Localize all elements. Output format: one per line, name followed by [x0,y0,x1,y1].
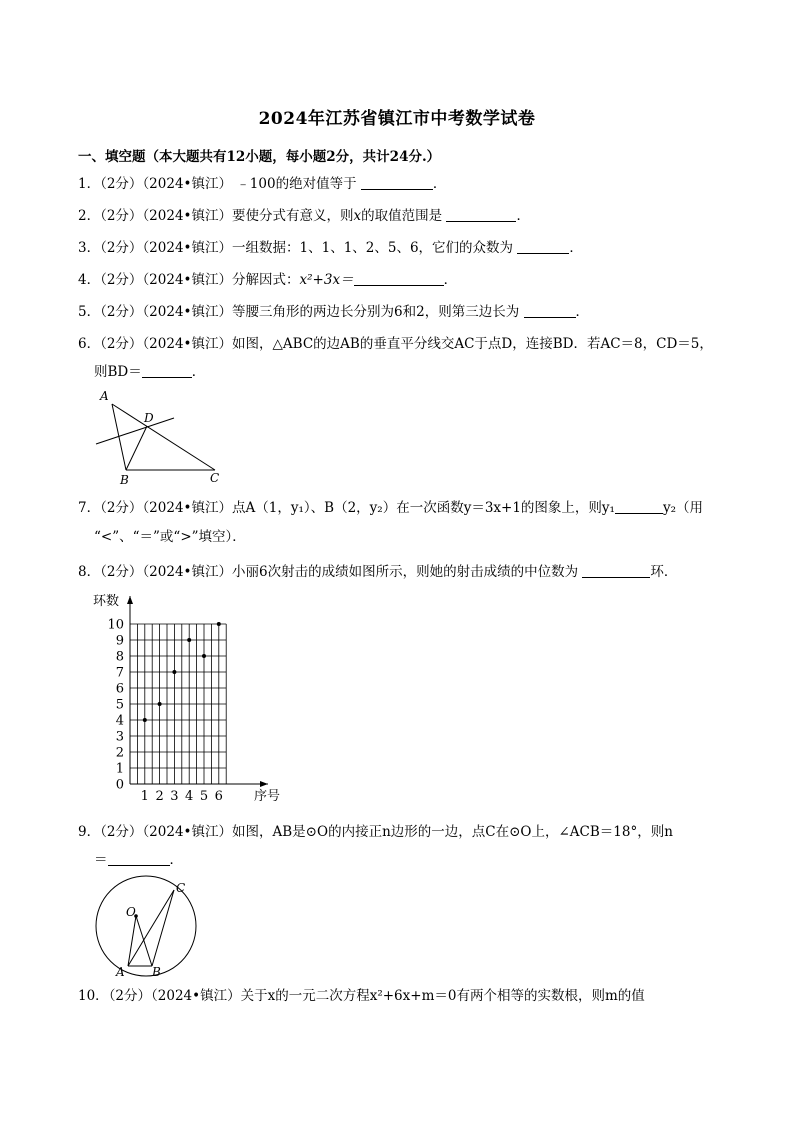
answer-blank[interactable] [108,851,170,866]
question-number: 1． [78,176,101,192]
question-score: （2分） [100,208,143,224]
section-heading: 一、填空题（本大题共有12小题，每小题2分，共计24分.） [78,149,441,165]
question-5 [78,302,589,322]
data-point [187,638,191,642]
question-score: （2分） [100,272,143,288]
question-end: ． [443,272,458,288]
question-number: 3． [78,240,101,256]
question-end: ． [432,176,447,192]
x-tick-label: 1 [140,789,149,804]
question-text: 等腰三角形的两边长分别为6和2，则第三边长为 [232,304,520,320]
answer-blank[interactable] [615,499,663,514]
question-source: （2024•镇江） [142,272,233,288]
question-6-line-2 [94,362,205,382]
y-tick-label: 7 [115,665,124,681]
question-source: （2024•镇江） [142,240,233,256]
question-end: ． [569,240,583,256]
x-tick-label: 2 [155,789,164,804]
question-text: 要使分式有意义，则 [232,208,354,224]
question-source: （2024•镇江） [142,824,233,840]
page-title: 2024年江苏省镇江市中考数学试卷 [258,109,536,129]
question-score: （2分） [100,564,143,580]
question-number: 4． [78,272,101,288]
question-score: （2分） [108,988,152,1004]
question-text: 关于x的一元二次方程x²+6x+m＝0有两个相等的实数根，则m的值 [240,988,645,1004]
question-2 [78,206,530,226]
question-7-line-2 [94,527,246,547]
question-number: 6． [78,336,101,352]
answer-blank[interactable] [446,207,516,222]
y-tick-label: 4 [115,713,124,729]
y-tick-label: 9 [115,633,124,649]
question-text: 如图，△ABC的边AB的垂直平分线交AC于点D，连接BD．若AC＝8，CD＝5， [232,336,713,352]
label-D: D [144,411,154,425]
triangle-figure [90,388,250,488]
y-tick-label: 5 [115,697,124,713]
data-point [158,702,162,706]
answer-blank[interactable] [524,303,576,318]
question-9 [78,822,673,842]
question-text: 的取值范围是 [361,208,443,224]
question-number: 9． [78,824,101,840]
question-text: ＝ [94,852,108,868]
question-text: 点A（1，y₁）、B（2，y₂）在一次函数y＝3x+1的图象上，则y₁ [232,500,615,516]
y-axis-arrow [127,596,133,604]
question-source: （2024•镇江） [142,500,233,516]
question-8 [78,562,677,582]
question-text: 则BD＝ [94,364,142,380]
question-score: （2分） [100,240,143,256]
question-source: （2024•镇江） [142,304,233,320]
question-text: 分解因式： [232,272,300,288]
data-point [172,670,176,674]
y-tick-label: 6 [115,681,124,697]
label-C: C [210,471,220,485]
question-10 [78,986,645,1006]
data-point [202,654,206,658]
data-point [217,622,221,626]
question-source: （2024•镇江） [151,988,241,1004]
y-tick-label: 8 [115,649,124,665]
question-source: （2024•镇江） [142,564,233,580]
question-number: 5． [78,304,101,320]
question-variable: x [353,208,362,224]
label-B: B [120,473,129,487]
answer-blank[interactable] [354,271,444,286]
y-tick-label: 10 [107,617,124,633]
question-1 [78,174,446,194]
segment-AC [112,404,215,470]
question-score: （2分） [100,336,143,352]
x-tick-label: 3 [170,789,179,804]
y-axis-label: 环数 [93,594,120,609]
question-number: 8． [78,564,101,580]
question-number: 10． [78,988,109,1004]
question-text: “<”、“＝”或“>”填空）． [94,529,246,545]
question-end: ． [169,852,183,868]
question-score: （2分） [100,176,143,192]
answer-blank[interactable] [582,563,650,578]
answer-blank[interactable] [517,239,569,254]
label-O: O [126,905,136,919]
question-text: ﹣100的绝对值等于 [236,176,357,192]
math-expression: x²+3x＝ [299,272,354,288]
circle-figure [88,880,208,980]
label-B: B [152,965,161,979]
question-7 [78,498,703,518]
question-end: ． [575,304,589,320]
label-A: A [100,389,109,403]
question-text: 一组数据：1、1、1、2、5、6，它们的众数为 [232,240,514,256]
question-text: 如图，AB是⊙O的内接正n边形的一边，点C在⊙O上，∠ACB＝18°，则n [232,824,673,840]
question-number: 7． [78,500,101,516]
segment-OB [136,916,152,966]
question-4 [78,270,457,290]
score-chart [88,590,308,810]
y-tick-label: 2 [115,745,124,761]
question-text: y₂（用 [662,500,704,516]
question-score: （2分） [100,304,143,320]
x-tick-label: 6 [214,789,223,804]
perpendicular-bisector [96,418,174,444]
answer-blank[interactable] [142,363,192,378]
x-axis-label: 序号 [254,789,281,804]
data-point [143,718,147,722]
question-source: （2024•镇江） [142,208,233,224]
y-tick-label: 0 [115,777,124,793]
segment-BC [152,890,174,966]
question-score: （2分） [100,824,143,840]
question-end: ． [516,208,530,224]
question-end: 环． [650,564,678,580]
question-6 [78,334,713,354]
segment-AB [112,404,126,470]
question-number: 2． [78,208,101,224]
x-tick-label: 4 [185,789,194,804]
y-tick-label: 3 [115,729,124,745]
question-source: （2024•镇江） [142,336,233,352]
label-A: A [116,965,125,979]
question-source: （2024•镇江） [142,176,233,192]
question-text: 小丽6次射击的成绩如图所示，则她的射击成绩的中位数为 [232,564,579,580]
label-C: C [176,881,186,895]
question-end: ． [191,364,206,380]
segment-AC [128,890,174,966]
x-tick-label: 5 [199,789,209,804]
question-3 [78,238,583,258]
question-9-line-2 [94,850,183,870]
y-tick-label: 1 [115,761,124,777]
question-score: （2分） [100,500,143,516]
x-axis-arrow [260,781,268,787]
answer-blank[interactable] [361,175,433,190]
